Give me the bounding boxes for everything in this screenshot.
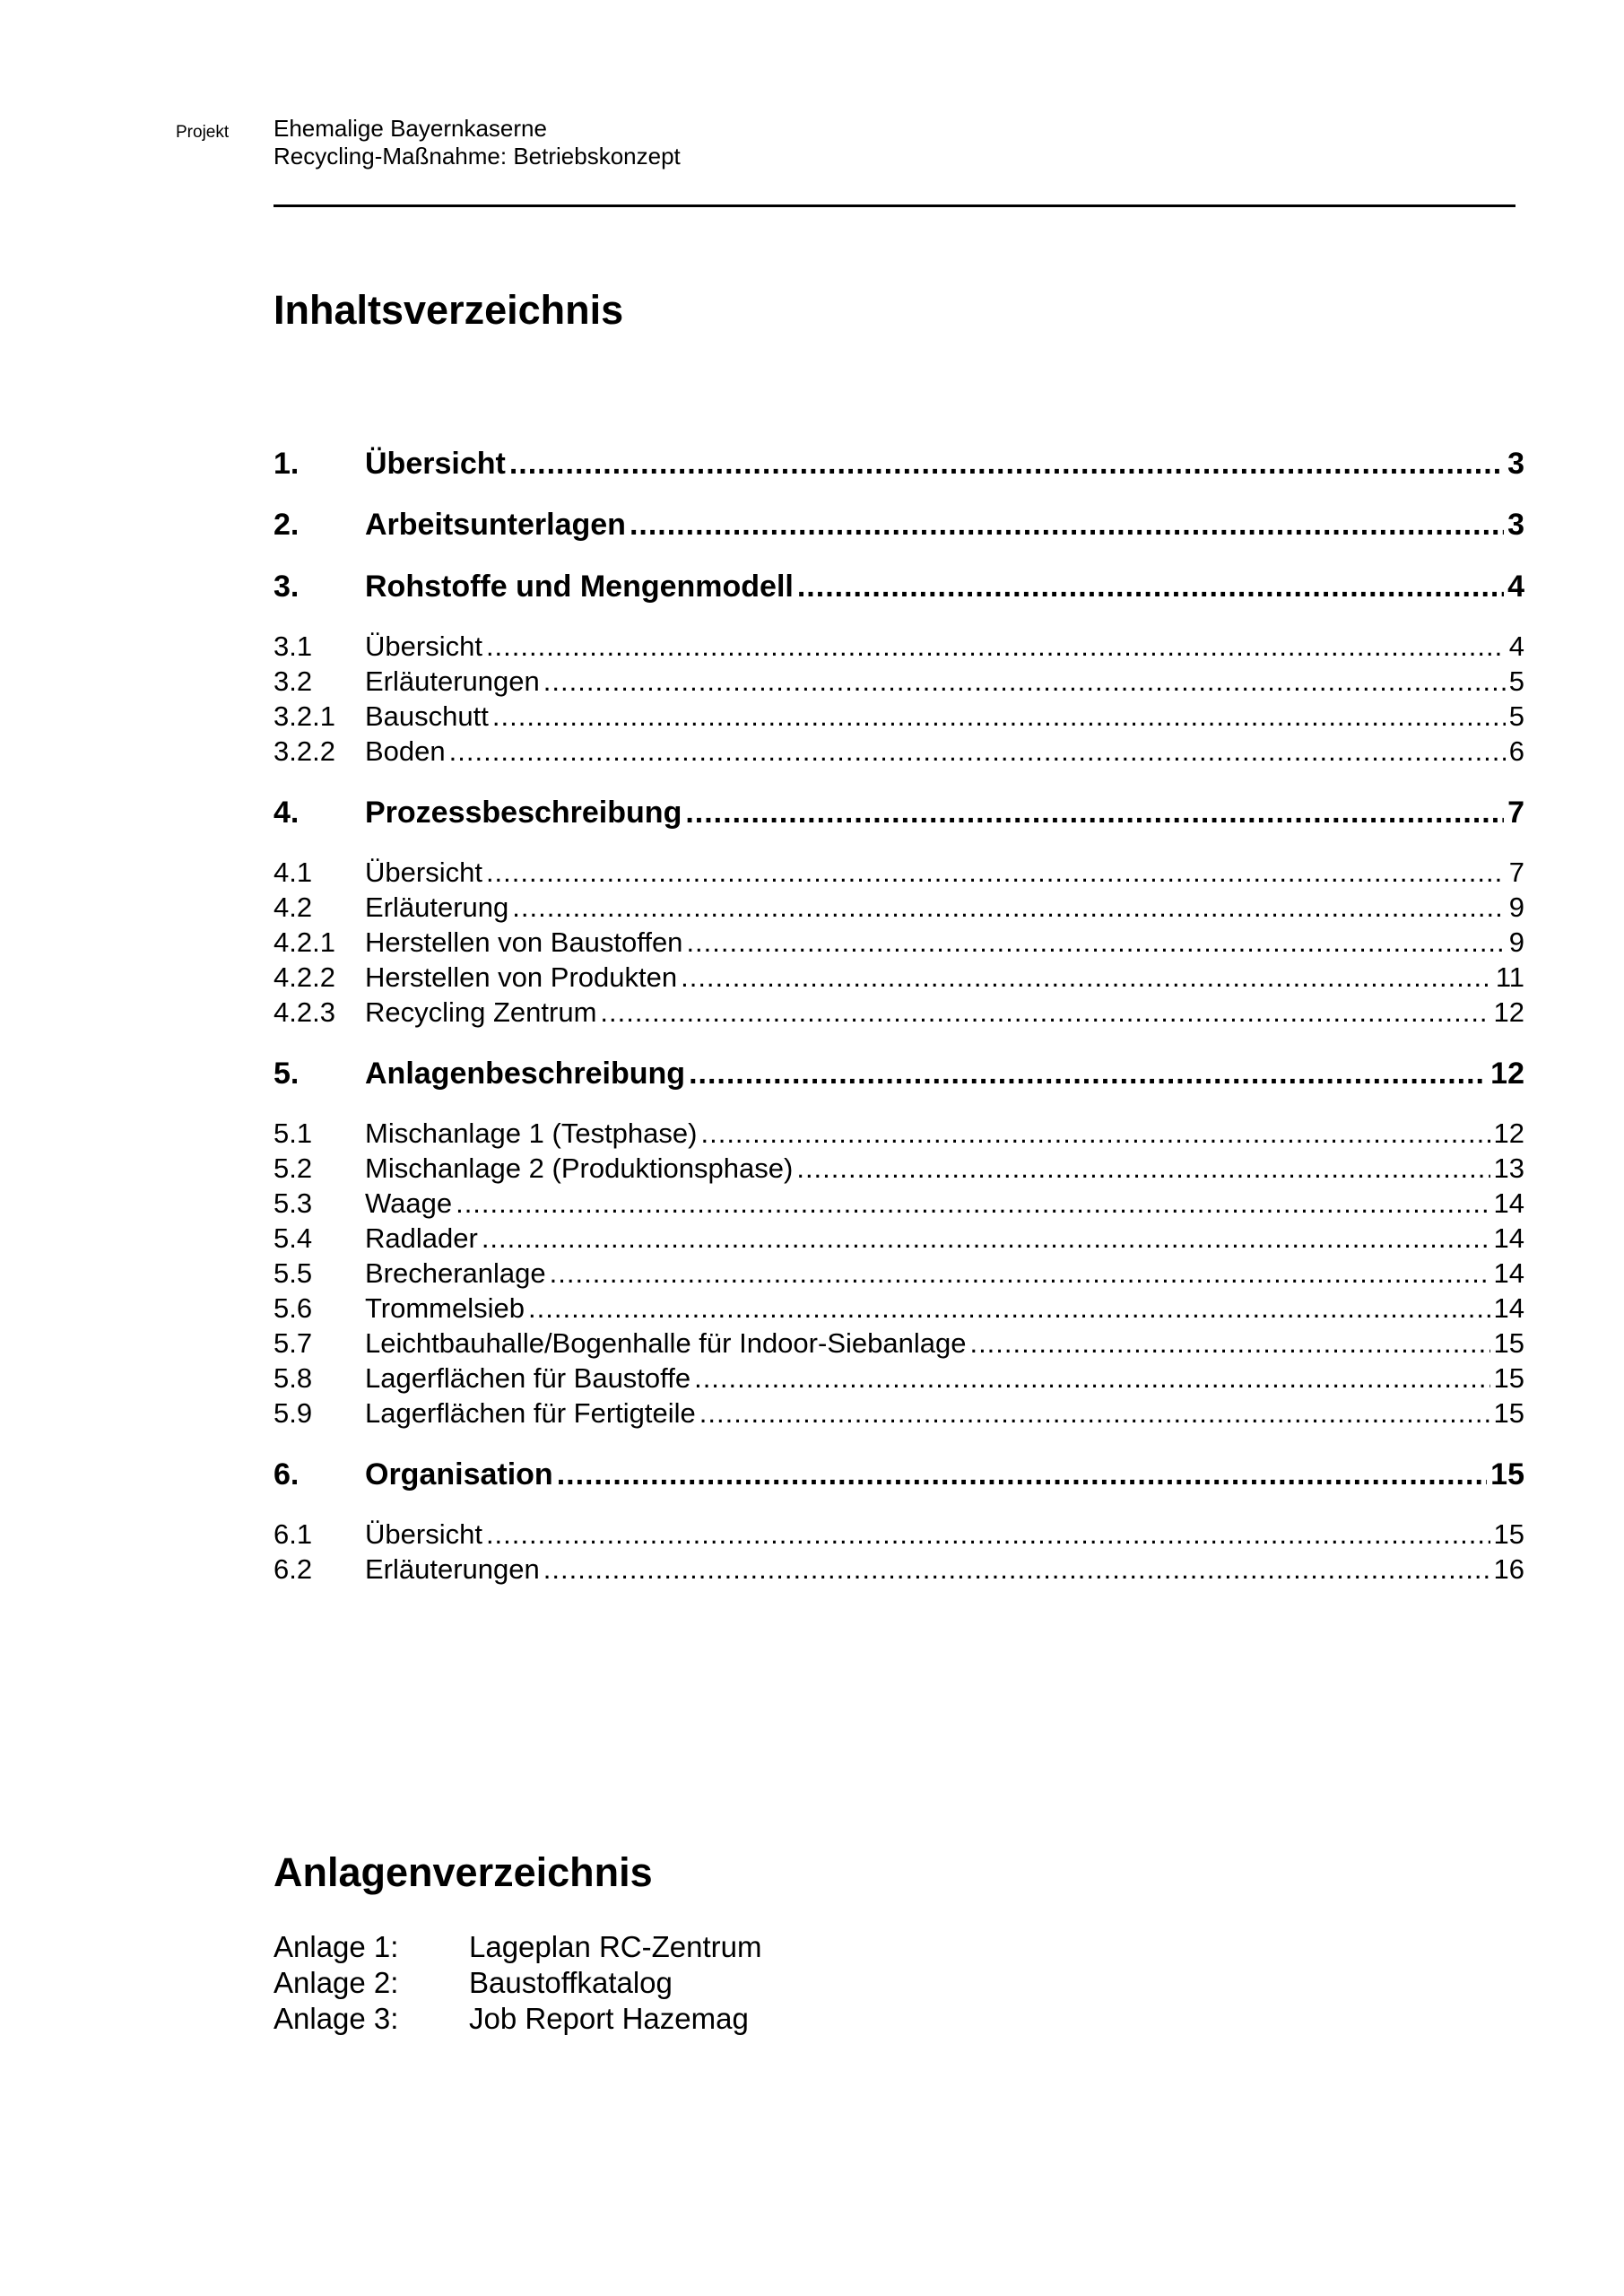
toc-entry-page: 14: [1493, 1292, 1524, 1324]
toc-leader-dots: [543, 665, 1506, 698]
toc-entry-title: Prozessbeschreibung: [365, 796, 682, 830]
toc-entry-title: Waage: [365, 1187, 453, 1219]
toc-entry[interactable]: [274, 1518, 1524, 1554]
toc-entry-number: 6.2: [274, 1553, 313, 1585]
toc-entry-page: 15: [1493, 1327, 1524, 1359]
toc-entry-page: 15: [1493, 1362, 1524, 1394]
toc-leader-dots: [600, 996, 1489, 1029]
toc-entry-title: Recycling Zentrum: [365, 996, 597, 1028]
toc-entry-page: 5: [1508, 700, 1524, 732]
toc-leader-dots: [543, 1553, 1490, 1586]
toc-leader-dots: [482, 1222, 1490, 1255]
toc-entry-number: 5.9: [274, 1397, 313, 1429]
toc-entry-title: Bauschutt: [365, 700, 489, 732]
toc-leader-dots: [528, 1292, 1490, 1325]
toc-leader-dots: [796, 1152, 1489, 1185]
toc-entry-page: 11: [1495, 961, 1524, 993]
toc-entry[interactable]: [274, 1292, 1524, 1328]
toc-leader-dots: [512, 891, 1505, 924]
project-title-block: [274, 115, 681, 170]
toc-entry-title: Anlagenbeschreibung: [365, 1057, 686, 1091]
toc-leader-dots: [449, 735, 1506, 768]
toc-entry[interactable]: [274, 891, 1524, 927]
toc-entry-number: 5.7: [274, 1327, 313, 1359]
toc-entry[interactable]: [274, 1222, 1524, 1258]
toc-entry-number: 4.2.2: [274, 961, 335, 993]
toc-entry[interactable]: [274, 1118, 1524, 1153]
toc-entry-number: 5.5: [274, 1257, 313, 1289]
toc-entry-number: 5.8: [274, 1362, 313, 1394]
toc-entry[interactable]: [274, 1057, 1524, 1096]
toc-entry-title: Brecheranlage: [365, 1257, 546, 1289]
toc-leader-dots: [681, 961, 1492, 994]
toc-entry-title: Arbeitsunterlagen: [365, 508, 626, 542]
toc-leader-dots: [509, 447, 1504, 482]
toc-entry-number: 5.3: [274, 1187, 313, 1219]
toc-entry-number: 3.2.1: [274, 700, 335, 732]
toc-entry-number: 4.: [274, 796, 300, 830]
toc-leader-dots: [486, 631, 1506, 663]
toc-entry[interactable]: [274, 570, 1524, 609]
toc-entry-page: 14: [1493, 1222, 1524, 1254]
toc-entry-page: 6: [1508, 735, 1524, 767]
toc-leader-dots: [685, 796, 1504, 831]
toc-entry-number: 4.2.1: [274, 926, 335, 958]
toc-entry[interactable]: [274, 1457, 1524, 1497]
toc-leader-dots: [557, 1457, 1487, 1492]
project-subtitle: Recycling-Maßnahme: Betriebskonzept: [274, 143, 681, 170]
toc-entry-title: Radlader: [365, 1222, 478, 1254]
toc-entry-title: Leichtbauhalle/Bogenhalle für Indoor-Siebanlage: [365, 1327, 967, 1359]
header-divider: [274, 204, 1515, 207]
toc-entry-number: 3.: [274, 570, 300, 604]
toc-entry[interactable]: [274, 1553, 1524, 1589]
toc-leader-dots: [700, 1118, 1489, 1150]
toc-leader-dots: [492, 700, 1506, 733]
toc-entry-number: 5.2: [274, 1152, 313, 1184]
toc-leader-dots: [686, 926, 1505, 959]
toc-entry-title: Rohstoffe und Mengenmodell: [365, 570, 794, 604]
toc-entry-number: 3.1: [274, 631, 313, 662]
toc-entry[interactable]: [274, 926, 1524, 962]
toc-entry-number: 4.1: [274, 857, 313, 888]
toc-entry[interactable]: [274, 508, 1524, 547]
toc-entry-page: 13: [1493, 1152, 1524, 1184]
toc-entry-number: 5.: [274, 1057, 300, 1091]
toc-entry-title: Herstellen von Baustoffen: [365, 926, 683, 958]
toc-entry-number: 5.6: [274, 1292, 313, 1324]
annex-item: [274, 1930, 1081, 1966]
toc-entry[interactable]: [274, 631, 1524, 666]
toc-entry[interactable]: [274, 1257, 1524, 1293]
toc-entry-title: Mischanlage 1 (Testphase): [365, 1118, 698, 1149]
toc-entry-number: 4.2.3: [274, 996, 335, 1028]
toc-entry-page: 3: [1507, 508, 1524, 542]
toc-entry[interactable]: [274, 857, 1524, 892]
toc-entry-page: 16: [1493, 1553, 1524, 1585]
toc-leader-dots: [969, 1327, 1489, 1360]
toc-entry-page: 4: [1508, 631, 1524, 662]
annex-item-title: Baustoffkatalog: [469, 1966, 673, 1999]
toc-entry-number: 2.: [274, 508, 300, 542]
toc-leader-dots: [699, 1397, 1490, 1430]
toc-entry-page: 12: [1493, 996, 1524, 1028]
toc-entry-page: 12: [1493, 1118, 1524, 1149]
toc-entry-page: 4: [1507, 570, 1524, 604]
toc-entry-title: Übersicht: [365, 631, 482, 662]
toc-entry-title: Mischanlage 2 (Produktionsphase): [365, 1152, 794, 1184]
toc-entry[interactable]: [274, 996, 1524, 1032]
toc-heading: Inhaltsverzeichnis: [274, 287, 624, 333]
toc-entry-number: 1.: [274, 447, 300, 481]
toc-entry-page: 3: [1507, 447, 1524, 481]
toc-entry-page: 5: [1508, 665, 1524, 697]
toc-entry[interactable]: [274, 447, 1524, 486]
toc-entry-page: 9: [1508, 891, 1524, 923]
toc-entry[interactable]: [274, 1187, 1524, 1223]
toc-entry-page: 9: [1508, 926, 1524, 958]
toc-entry-page: 7: [1508, 857, 1524, 888]
toc-entry-page: 15: [1490, 1457, 1524, 1492]
toc-leader-dots: [550, 1257, 1490, 1290]
toc-entry-title: Übersicht: [365, 857, 482, 888]
annex-list: [274, 1930, 1081, 2038]
toc-leader-dots: [456, 1187, 1489, 1220]
toc-entry-page: 12: [1490, 1057, 1524, 1091]
toc-entry[interactable]: [274, 735, 1524, 771]
toc-entry-number: 6.: [274, 1457, 300, 1492]
toc-entry-number: 4.2: [274, 891, 313, 923]
toc-entry[interactable]: [274, 1152, 1524, 1188]
annex-item-title: Job Report Hazemag: [469, 2002, 749, 2035]
toc-leader-dots: [486, 857, 1506, 889]
toc-entry-page: 7: [1507, 796, 1524, 830]
annex-item-label: Anlage 2:: [274, 1966, 399, 1999]
toc-entry-number: 5.1: [274, 1118, 313, 1149]
toc-entry-title: Lagerflächen für Baustoffe: [365, 1362, 691, 1394]
toc-entry-title: Übersicht: [365, 447, 506, 481]
toc-leader-dots: [694, 1362, 1489, 1395]
annex-item: [274, 1966, 1081, 2002]
toc-leader-dots: [689, 1057, 1487, 1091]
toc-entry[interactable]: [274, 700, 1524, 736]
toc-leader-dots: [630, 508, 1504, 543]
toc-entry-title: Boden: [365, 735, 446, 767]
toc-entry-number: 3.2.2: [274, 735, 335, 767]
toc-leader-dots: [797, 570, 1504, 604]
toc-entry[interactable]: [274, 961, 1524, 997]
annex-item-label: Anlage 3:: [274, 2002, 399, 2035]
toc-entry-number: 6.1: [274, 1518, 313, 1550]
toc-entry-number: 3.2: [274, 665, 313, 697]
toc-entry-page: 14: [1493, 1257, 1524, 1289]
annex-heading: Anlagenverzeichnis: [274, 1849, 653, 1895]
page-header: [0, 0, 1624, 215]
toc-entry-page: 14: [1493, 1187, 1524, 1219]
project-name: Ehemalige Bayernkaserne: [274, 115, 547, 142]
toc-entry[interactable]: [274, 1362, 1524, 1398]
annex-item-label: Anlage 1:: [274, 1930, 399, 1963]
toc-entry-title: Organisation: [365, 1457, 553, 1492]
toc-entry-title: Übersicht: [365, 1518, 482, 1550]
toc-entry-title: Erläuterungen: [365, 665, 540, 697]
toc-entry-title: Herstellen von Produkten: [365, 961, 678, 993]
annex-item: [274, 2002, 1081, 2038]
toc-entry-title: Trommelsieb: [365, 1292, 525, 1324]
annex-item-title: Lageplan RC-Zentrum: [469, 1930, 762, 1963]
toc-entry-title: Erläuterung: [365, 891, 509, 923]
toc-entry-title: Erläuterungen: [365, 1553, 540, 1585]
toc-entry[interactable]: [274, 665, 1524, 701]
toc-entry-number: 5.4: [274, 1222, 313, 1254]
toc-entry[interactable]: [274, 796, 1524, 835]
toc-entry-page: 15: [1493, 1397, 1524, 1429]
toc-entry[interactable]: [274, 1397, 1524, 1433]
toc-entry-page: 15: [1493, 1518, 1524, 1550]
toc-entry-title: Lagerflächen für Fertigteile: [365, 1397, 696, 1429]
toc-leader-dots: [486, 1518, 1490, 1551]
project-label: Projekt: [176, 123, 230, 142]
toc-entry[interactable]: [274, 1327, 1524, 1363]
